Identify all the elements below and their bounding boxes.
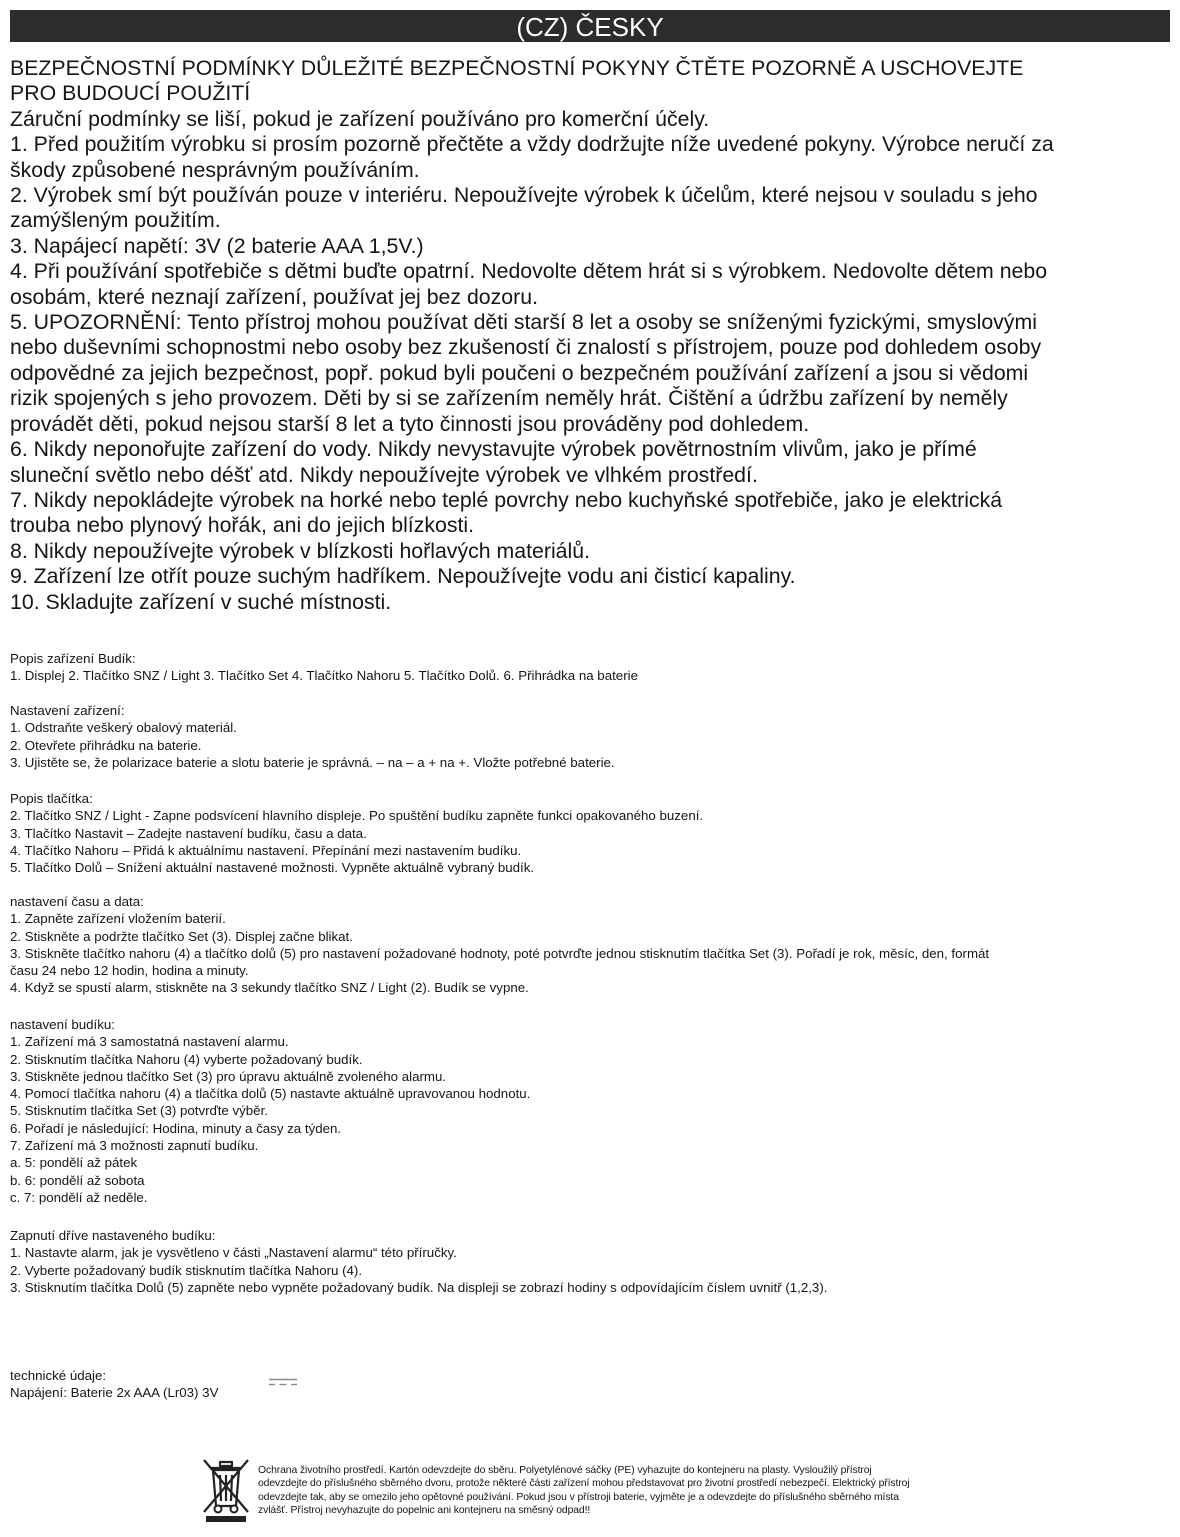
device-setup-section — [10, 702, 1175, 771]
section-line: 3. Stiskněte jednou tlačítko Set (3) pro úpravu aktuálně zvoleného alarmu. — [10, 1068, 447, 1084]
language-header — [10, 10, 1170, 42]
section-line: 3. Stiskněte tlačítko nahoru (4) a tlačítko dolů (5) pro nastavení požadované hodnoty, poté potvrďte jednou stisknutím tlačítka Set (3). Pořadí je rok, měsíc, den, formát — [10, 945, 990, 961]
safety-line: rizik spojených s jeho provozem. Děti by si se zařízením neměly hrát. Čištění a údržbu zařízení by neměly — [10, 386, 1008, 411]
safety-line: 10. Skladujte zařízení v suché místnosti. — [10, 589, 392, 614]
safety-instructions — [10, 56, 1172, 615]
safety-line: 6. Nikdy neponořujte zařízení do vody. Nikdy nevystavujte výrobek povětrnostním vlivům, jako je přímé — [10, 437, 977, 462]
safety-line: 1. Před použitím výrobku si prosím pozorně přečtěte a vždy dodržujte níže uvedené pokyny. Výrobce neručí za — [10, 132, 1054, 157]
language-header-title: (CZ) ČESKY — [516, 12, 664, 42]
section-line: 3. Tlačítko Nastavit – Zadejte nastavení budíku, času a data. — [10, 825, 367, 841]
safety-heading-line-1: BEZPEČNOSTNÍ PODMÍNKY DŮLEŽITÉ BEZPEČNOSTNÍ POKYNY ČTĚTE POZORNĚ A USCHOVEJTE — [10, 56, 1024, 80]
section-line: 2. Stisknutím tlačítka Nahoru (4) vyberte požadovaný budík. — [10, 1051, 363, 1067]
environment-line: Ochrana životního prostředí. Kartón odevzdejte do sběru. Polyetylénové sáčky (PE) vyhazujte do kontejneru na plasty. Vysloužilý přístroj — [258, 1465, 872, 1476]
section-title: technické údaje: — [10, 1368, 107, 1383]
alarm-enable-section — [10, 1227, 1175, 1296]
safety-line: škody způsobené nesprávným používáním. — [10, 157, 420, 182]
section-line: 5. Tlačítko Dolů – Snížení aktuální nastavené možnosti. Vypněte aktuálně vybraný budík. — [10, 860, 535, 876]
section-line: 2. Stiskněte a podržte tlačítko Set (3). Displej začne blikat. — [10, 928, 353, 944]
section-title: Popis tlačítka: — [10, 791, 93, 806]
section-line: b. 6: pondělí až sobota — [10, 1172, 145, 1188]
buttons-section — [10, 790, 1175, 876]
time-setup-section — [10, 893, 1175, 997]
section-title: nastavení času a data: — [10, 894, 144, 909]
safety-line: trouba nebo plynový hořák, ani do jejich blízkosti. — [10, 513, 475, 538]
section-line: času 24 nebo 12 hodin, hodina a minuty. — [10, 963, 249, 979]
section-line: 1. Displej 2. Tlačítko SNZ / Light 3. Tlačítko Set 4. Tlačítko Nahoru 5. Tlačítko Dolů. 6. Přihrádka na baterie — [10, 668, 638, 684]
section-line: 7. Zařízení má 3 možnosti zapnutí budíku. — [10, 1138, 259, 1154]
section-line: 4. Když se spustí alarm, stiskněte na 3 sekundy tlačítko SNZ / Light (2). Budík se vypne. — [10, 980, 529, 996]
section-line: 4. Tlačítko Nahoru – Přidá k aktuálnímu nastavení. Přepínání mezi nastavením budíku. — [10, 842, 522, 858]
environment-line: odevzdejte tak, aby se omezilo jeho opětovné používání. Pokud jsou v přístroji baterie, vyjměte je a odevzdejte do příslušného sběrného místa — [258, 1491, 899, 1503]
safety-line: provádět děti, pokud nejsou starší 8 let a tyto činnosti jsou prováděny pod dohledem. — [10, 411, 810, 436]
section-title: nastavení budíku: — [10, 1017, 115, 1032]
section-line: 1. Zapněte zařízení vložením baterií. — [10, 911, 226, 927]
dc-current-icon — [268, 1377, 298, 1387]
safety-line: nebo duševními schopnostmi nebo osoby bez zkušeností či znalostí s přístrojem, pouze pod dohledem osoby — [10, 335, 1042, 360]
section-line: 1. Odstraňte veškerý obalový materiál. — [10, 720, 237, 736]
safety-line: 8. Nikdy nepoužívejte výrobek v blízkosti hořlavých materiálů. — [10, 538, 591, 563]
section-title: Nastavení zařízení: — [10, 703, 125, 718]
weee-crossed-bin-icon — [200, 1457, 252, 1523]
device-description-section — [10, 650, 1175, 685]
section-line: Napájení: Baterie 2x AAA (Lr03) 3V — [10, 1385, 219, 1401]
safety-line: 3. Napájecí napětí: 3V (2 baterie AAA 1,5V.) — [10, 233, 424, 258]
section-line: 2. Vyberte požadovaný budík stisknutím tlačítka Nahoru (4). — [10, 1262, 363, 1278]
safety-line: sluneční světlo nebo déšť atd. Nikdy nepoužívejte výrobek ve vlhkém prostředí. — [10, 462, 758, 487]
safety-line: 4. Při používání spotřebiče s dětmi buďte opatrní. Nedovolte dětem hrát si s výrobkem. Nedovolte dětem nebo — [10, 259, 1048, 284]
section-title: Popis zařízení Budík: — [10, 651, 136, 666]
section-line: 2. Tlačítko SNZ / Light - Zapne podsvícení hlavního displeje. Po spuštění budíku zapněte funkci opakovaného buzení. — [10, 808, 704, 824]
section-line: a. 5: pondělí až pátek — [10, 1155, 138, 1171]
alarm-setup-section — [10, 1016, 1175, 1206]
section-line: 1. Nastavte alarm, jak je vysvětleno v části „Nastavení alarmu“ této příručky. — [10, 1245, 457, 1261]
environment-notice — [258, 1464, 998, 1518]
safety-line: Záruční podmínky se liší, pokud je zařízení používáno pro komerční účely. — [10, 106, 710, 131]
section-line: 4. Pomocí tlačítka nahoru (4) a tlačítka dolů (5) nastavte aktuálně upravovanou hodnotu. — [10, 1086, 531, 1102]
safety-line: 7. Nikdy nepokládejte výrobek na horké nebo teplé povrchy nebo kuchyňské spotřebiče, jako je elektrická — [10, 487, 1003, 512]
safety-line: zamýšleným použitím. — [10, 208, 221, 233]
section-line: 1. Zařízení má 3 samostatná nastavení alarmu. — [10, 1034, 289, 1050]
safety-line: osobám, které neznají zařízení, používat jej bez dozoru. — [10, 284, 538, 309]
environment-line: zvlášť. Přístroj nevyhazujte do popelnic ani kontejneru na směsný odpad!! — [258, 1505, 591, 1517]
environment-line: odevzdejte do příslušného sběrného dvoru, protože některé části zařízení mohou představovat pro životní prostředí nebezpečí. Elektrický přístroj — [258, 1478, 910, 1490]
safety-heading-line-2: PRO BUDOUCÍ POUŽITÍ — [10, 81, 251, 106]
safety-line: 5. UPOZORNĚNÍ: Tento přístroj mohou používat děti starší 8 let a osoby se sníženými fyzickými, smyslovými — [10, 310, 1037, 335]
technical-data-section — [10, 1367, 1175, 1402]
section-line: 2. Otevřete přihrádku na baterie. — [10, 737, 202, 753]
section-title: Zapnutí dříve nastaveného budíku: — [10, 1228, 216, 1243]
safety-line: odpovědné za jejich bezpečnost, popř. pokud byli poučeni o bezpečném používání zařízení a jsou si vědomi — [10, 360, 1029, 385]
safety-line: 9. Zařízení lze otřít pouze suchým hadříkem. Nepoužívejte vodu ani čisticí kapaliny. — [10, 564, 796, 589]
section-line: 6. Pořadí je následující: Hodina, minuty a časy za týden. — [10, 1120, 342, 1136]
section-line: 3. Ujistěte se, že polarizace baterie a slotu baterie je správná. – na – a + na +. Vložte potřebné baterie. — [10, 754, 615, 770]
section-line: c. 7: pondělí až neděle. — [10, 1189, 148, 1205]
section-line: 3. Stisknutím tlačítka Dolů (5) zapněte nebo vypněte požadovaný budík. Na displeji se zobrazí hodiny s odpovídajícím číslem uvnitř (1,2,3). — [10, 1279, 828, 1295]
safety-line: 2. Výrobek smí být používán pouze v interiéru. Nepoužívejte výrobek k účelům, které nejsou v souladu s jeho — [10, 183, 1038, 208]
section-line: 5. Stisknutím tlačítka Set (3) potvrďte výběr. — [10, 1103, 268, 1119]
